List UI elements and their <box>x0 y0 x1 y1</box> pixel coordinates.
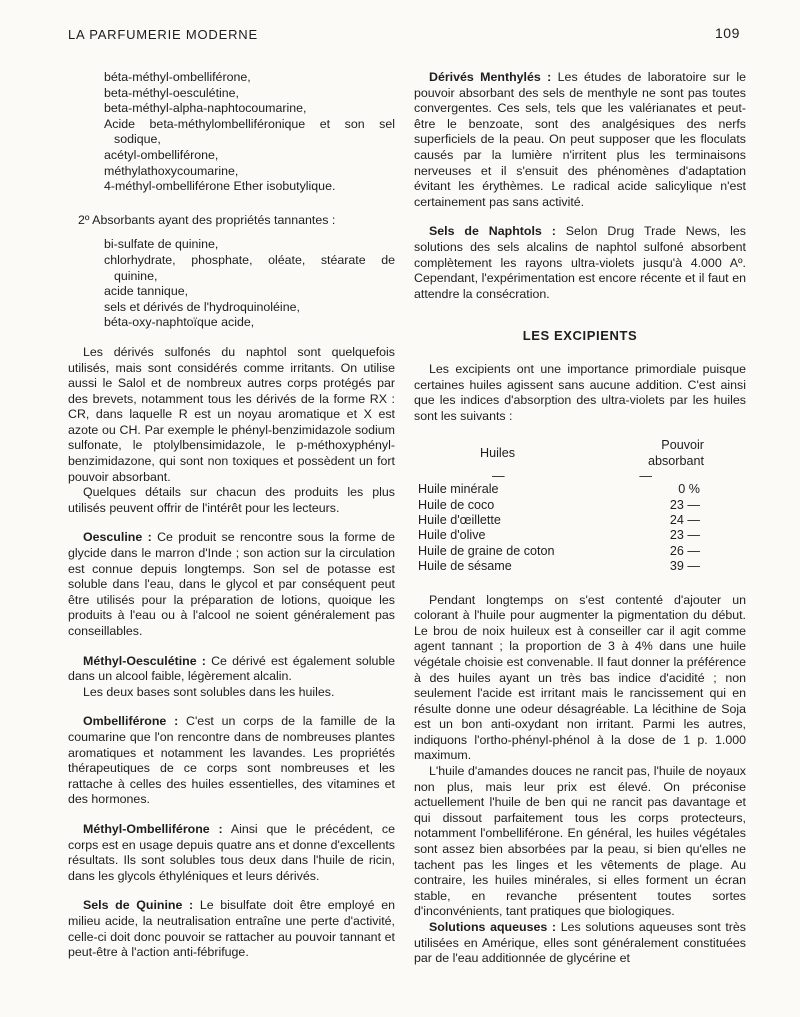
paragraph: L'huile d'amandes douces ne rancit pas, l'huile de noyaux non plus, mais leur prix est élevé. On préconise actuellement l'huile de ben qui ne rancit pas davantage et qui dissout parfaitement tous les corps protecteurs, notamment l'ombelliférone. En général, les huiles végétales sont assez bien absorbées par la peau, si bien qu'elles ne tachent pas les linges et les vêtements de plage. Au contraire, les huiles minérales, si elles forment un écran stable, en revanche présentent toutes sortes d'inconvénients, tant pratiques que biologiques. <box>414 764 746 919</box>
list-item: acide tannique, <box>104 284 189 299</box>
paragraph-text: C'est un corps de la famille de la coumarine que l'on rencontre dans de nombreuses plantes aromatiques et notamment les lavandes. Les propriétés thérapeutiques de ce corps sont nombreuses et les rattache à celles des huiles essentielles, des vitamines et des hormones. <box>68 714 395 807</box>
list-item: bi-sulfate de quinine, <box>104 237 219 252</box>
section-title: LES EXCIPIENTS <box>522 328 638 344</box>
paragraph: Les dérivés sulfonés du naphtol sont quelquefois utilisés, mais sont considérés comme irritants. On utilise aussi le Salol et de nombreux autres corps protégés par des brevets, notamment tous les dérivés de la forme RX : CR, dans laquelle R est un noyau aromatique et X est azote ou CH. Par exemple le phényl-benzimidazole sodium sulfonate, le ptolylbensimidazole, le p-méthoxyphényl-benzimidazone, qui sont non toxiques et possèdent un fort pouvoir absorbant. <box>68 344 395 484</box>
left-column <box>68 70 395 961</box>
list-item: méthylathoxycoumarine, <box>104 163 239 178</box>
paragraph-text: Les études de laboratoire sur le pouvoir absorbant des sels de menthyle ne sont pas toutes convergentes. Ces sels, tels que les valérianates et peut-être le benzoate, sont des analgésiques des nerfs superficiels de la peau. On peut supposer que les floculats causés par la lumière n'irritent plus les terminaisons nerveuses et il s'ensuit des phénomènes d'adaptation évitant les érythèmes. Le radical acide salicylique n'est certainement pas sans activité. <box>414 70 746 209</box>
compound-list-1 <box>68 70 395 195</box>
table-row <box>418 544 704 559</box>
table-row <box>418 559 704 574</box>
term: Méthyl-Ombelliférone : <box>83 821 223 836</box>
term: Sels de Quinine : <box>83 898 194 913</box>
paragraph-derives-menthyles <box>414 70 746 210</box>
list-item: sels et dérivés de l'hydroquinoléine, <box>104 299 300 314</box>
oil-name: Huile minérale <box>418 482 499 497</box>
list-item: beta-méthyl-alpha-naphtocoumarine, <box>104 101 307 116</box>
oil-value: 39 — <box>669 559 700 574</box>
list-item: Acide beta-méthylombelliféronique et son sel <box>104 116 395 131</box>
paragraph-text: Selon Drug Trade News, les solutions des sels alcalins de naphtol sulfoné absorbent complètement les rayons ultra-violets jusqu'à 4.000 Aº. Cependant, l'expérimentation est encore récente et il faut en attendre la consécration. <box>414 224 746 301</box>
paragraph-solutions-aqueuses <box>414 920 746 967</box>
paragraph-sels-de-naphtols <box>414 224 746 302</box>
list-item: acétyl-ombelliférone, <box>104 147 219 162</box>
column-header: Huiles <box>480 445 515 460</box>
header-rule: — <box>492 469 505 484</box>
oil-name: Huile d'olive <box>418 528 486 543</box>
list-item: béta-méthyl-ombelliférone, <box>104 70 251 84</box>
oil-name: Huile d'œillette <box>418 512 501 527</box>
list-item: sodique, <box>114 132 161 147</box>
paragraph-sels-de-quinine <box>68 898 395 960</box>
oil-value: 0 % <box>678 482 700 497</box>
term: Méthyl-Oesculétine : <box>83 653 206 668</box>
paragraph-ombelliferone <box>68 714 395 808</box>
paragraph-text: Ce dérivé est également soluble dans un alcool faible, légèrement alcalin. <box>68 653 395 684</box>
compound-list-2 <box>68 237 395 331</box>
paragraph: Quelques détails sur chacun des produits les plus utilisés peuvent offrir de l'intérêt pour les lecteurs. <box>68 485 395 515</box>
paragraph-text: Ainsi que le précédent, ce corps est en usage depuis quatre ans et donne d'excellents résultats. Ils sont solubles tous deux dans l'huile de ricin, dans les glycols éthyléniques et leurs dérivés. <box>68 821 396 883</box>
oil-name: Huile de graine de coton <box>418 543 555 558</box>
oil-value: 26 — <box>669 543 700 558</box>
paragraph: Pendant longtemps on s'est contenté d'ajouter un colorant à l'huile pour augmenter la pigmentation du début. Le brou de noix huileux est à conseiller car il agit comme agent tannant ; la proportion de 3 à 4% dans une huile végétale choisie est convenable. Il faut donner la préférence à des huiles ayant un très bas indice d'acidité ; non seulement l'acide est irritant mais le rancissement qui en résulte donne une odeur désagréable. La lécithine de Soja est un bon anti-oxydant non irritant. Parmi les autres, indiquons l'ortho-phényl-phénol à la dose de 1 p. 1.000 maximum. <box>414 592 746 763</box>
table-row <box>418 482 704 497</box>
list-item: béta-oxy-naphtoïque acide, <box>104 315 255 330</box>
paragraph-text: Le bisulfate doit être employé en milieu acide, la neutralisation entraîne une perte d'activité, celle-ci doit donc pouvoir se rattacher au pouvoir tannant et peut-être à l'action anti-fébrifuge. <box>68 898 395 960</box>
oil-name: Huile de sésame <box>418 559 512 574</box>
oil-value: 23 — <box>669 497 700 512</box>
absorption-table <box>418 438 704 574</box>
paragraph-methyl-ombelliferone <box>68 822 395 884</box>
paragraph-text: Les solutions aqueuses sont très utilisées en Amérique, elles sont généralement constituées par de l'eau additionnée de glycérine et <box>414 920 747 966</box>
term: Solutions aqueuses : <box>429 920 557 934</box>
paragraph-text: Ce produit se rencontre sous la forme de glycide dans le marron d'Inde ; son action sur la circulation est connue depuis longtemps. Son sel de potasse est soluble dans l'eau, dans le glycol et par conséquent peut être utilisés pour la préparation de lotions, quoique les produits à l'eau ou à l'alcool ne soient généralement pas conseillables. <box>68 530 396 638</box>
list-item: quinine, <box>114 268 158 283</box>
list-item: chlorhydrate, phosphate, oléate, stéarate de <box>104 252 395 267</box>
list-item: 4-méthyl-ombelliférone Ether isobutylique. <box>104 179 336 194</box>
header-rule: — <box>639 469 652 484</box>
term: Ombelliférone : <box>83 714 179 729</box>
paragraph-methyl-oesculetine <box>68 654 395 685</box>
right-column <box>414 70 746 967</box>
table-row <box>418 498 704 513</box>
page-number: 109 <box>715 25 740 41</box>
term: Sels de Naphtols : <box>429 224 556 239</box>
table-row <box>418 513 704 528</box>
term: Dérivés Menthylés : <box>429 70 552 84</box>
paragraph: Les deux bases sont solubles dans les huiles. <box>83 684 335 699</box>
running-title: LA PARFUMERIE MODERNE <box>68 27 258 42</box>
oil-name: Huile de coco <box>418 497 495 512</box>
column-header: Pouvoir absorbant <box>647 438 704 468</box>
term: Oesculine : <box>83 530 152 545</box>
oil-value: 24 — <box>669 512 700 527</box>
subsection-heading: 2º Absorbants ayant des propriétés tannantes : <box>78 212 336 227</box>
list-item: beta-méthyl-oesculétine, <box>104 85 239 100</box>
paragraph-oesculine <box>68 530 395 639</box>
paragraph: Les excipients ont une importance primordiale puisque certaines huiles agissent sans aucune addition. C'est ainsi que les indices d'absorption des ultra-violets par les huiles sont les suivants : <box>414 361 746 423</box>
oil-value: 23 — <box>669 528 700 543</box>
table-row <box>418 528 704 543</box>
